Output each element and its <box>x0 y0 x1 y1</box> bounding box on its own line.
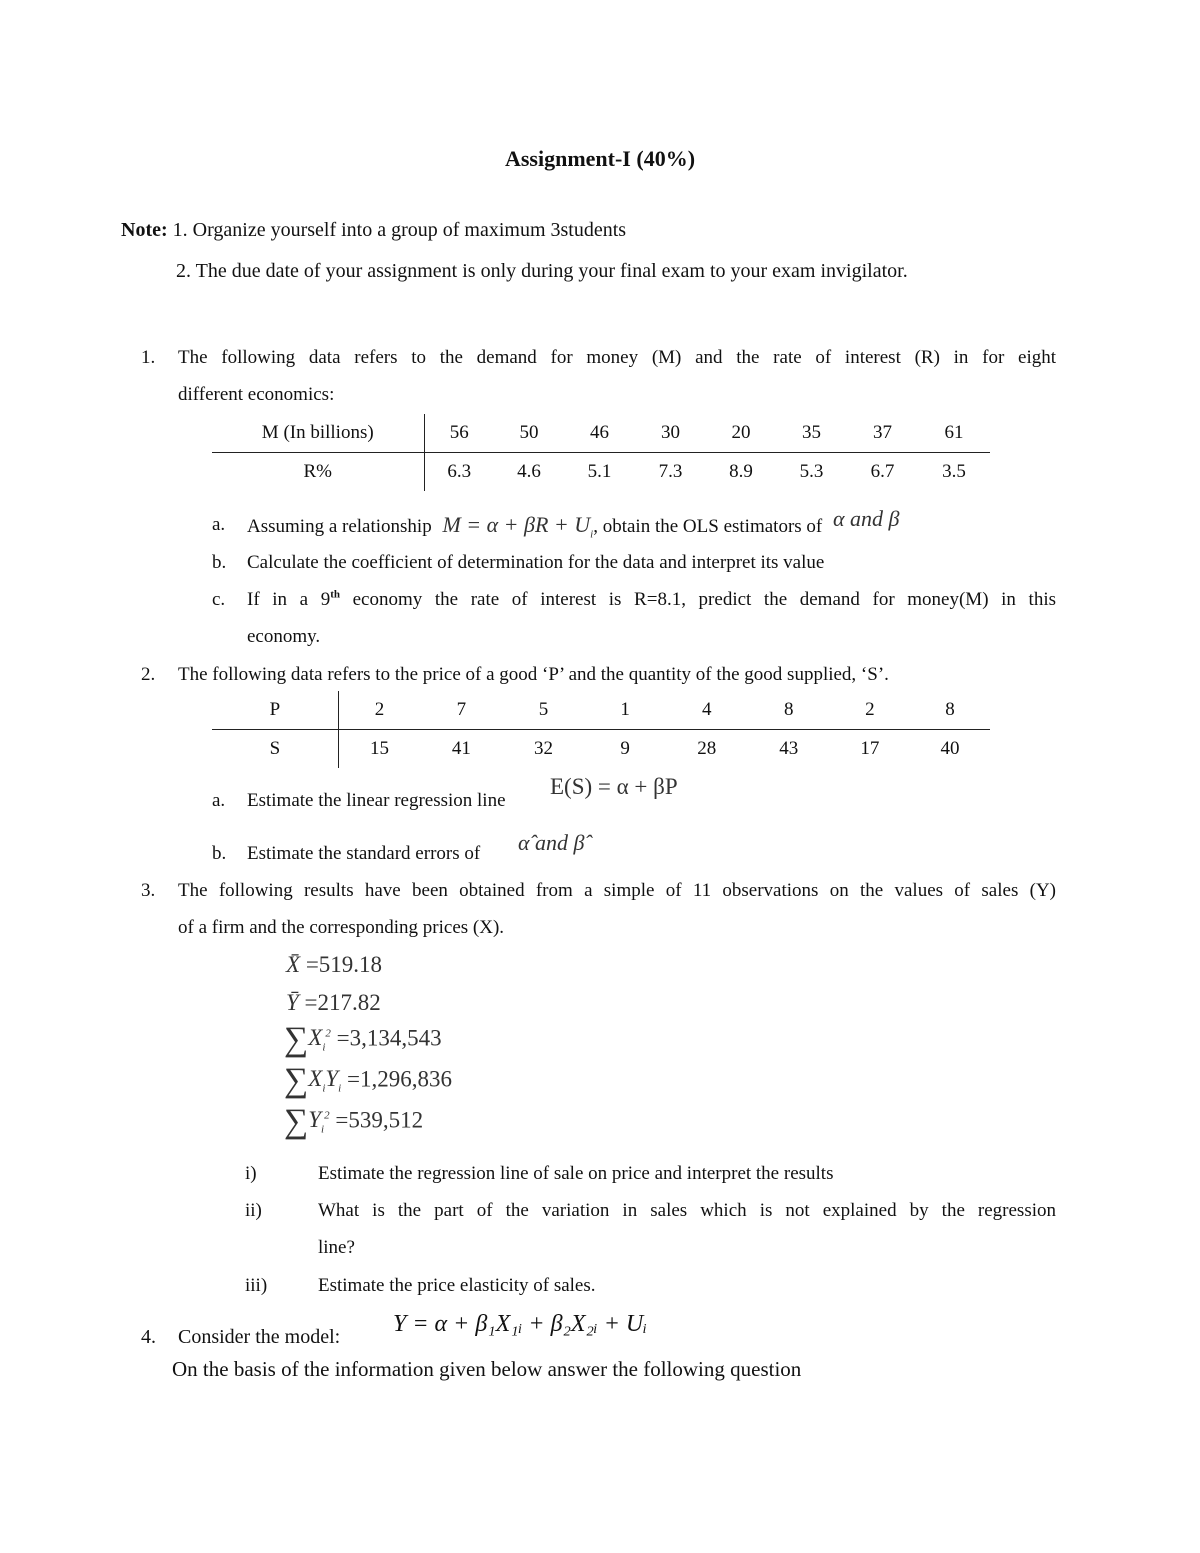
table-cell: 4 <box>666 691 748 730</box>
q2a-marker: a. <box>212 790 226 811</box>
table-cell: 20 <box>706 414 776 453</box>
q1a-text-before: Assuming a relationship <box>247 516 432 537</box>
q1c-text-before: If in a 9 <box>247 589 331 610</box>
q4-formula: Y = α + β₁X₁ᵢ + β₂X₂ᵢ + Uᵢ <box>393 1311 648 1337</box>
table-cell: 37 <box>847 414 918 453</box>
table-row <box>212 414 990 453</box>
table-cell: 2 <box>338 691 420 730</box>
note-line-2: 2. The due date of your assignment is only during your final exam to your exam invigilator. <box>176 260 908 282</box>
q3-stat-xbar <box>286 952 382 978</box>
q1c-marker: c. <box>212 589 226 610</box>
table-cell: 7.3 <box>658 461 683 482</box>
q4-text: Consider the model: <box>178 1326 341 1348</box>
table-cell: 30 <box>635 414 706 453</box>
table-cell: 28 <box>697 738 717 759</box>
q2b-text: Estimate the standard errors of <box>247 843 481 864</box>
q2-number: 2. <box>141 664 156 685</box>
table-cell: 17 <box>860 738 880 759</box>
table-cell: 40 <box>940 738 960 759</box>
table-cell: 8.9 <box>729 461 753 482</box>
table-cell: 9 <box>620 738 630 759</box>
q3-stat-sumy2: $\sum Y_i^2 =539,512$ <box>284 1103 424 1140</box>
sum-icon: ∑ <box>284 1103 309 1140</box>
q1-text-line-2: different economics: <box>178 384 335 405</box>
table-cell: 4.6 <box>517 461 541 482</box>
q2b-marker: b. <box>212 843 227 864</box>
table-cell: 6.3 <box>447 461 472 482</box>
table-cell: 8 <box>910 691 990 730</box>
q3-item-marker: iii) <box>245 1275 268 1296</box>
q4-text-line-2: On the basis of the information given below answer the following question <box>172 1357 802 1381</box>
q2a-formula: E(S) = α + βP <box>550 774 678 799</box>
table-cell: 1 <box>585 691 666 730</box>
q1-data-table <box>212 414 990 491</box>
sumxy-value: =1,296,836 <box>346 1066 452 1092</box>
q3-item-text: Estimate the regression line of sale on price and interpret the results <box>318 1163 834 1184</box>
table-row <box>212 730 990 769</box>
sumx2-value: =3,134,543 <box>336 1025 442 1051</box>
sumy2-value: =539,512 <box>335 1107 424 1133</box>
table-cell: 41 <box>451 738 471 759</box>
table-cell: 35 <box>776 414 847 453</box>
table-cell: 7 <box>420 691 502 730</box>
page-title: Assignment-I (40%) <box>504 146 696 171</box>
q1a-formula <box>442 512 594 541</box>
q1c-text-after: economy the rate of interest is R=8.1, predict the demand for money(M) in this <box>340 589 1056 610</box>
table-cell: 2 <box>830 691 910 730</box>
q1b-marker: b. <box>212 552 227 573</box>
table-row-label: P <box>212 691 338 730</box>
q3-item-text: What is the part of the variation in sales which is not explained by the regression <box>318 1200 1056 1221</box>
sum-icon: ∑ <box>284 1021 309 1058</box>
table-row-label: S <box>212 730 338 769</box>
q3-stat-sumxy: $\sum X_iY_i =1,296,836$ <box>284 1062 452 1099</box>
table-cell: 32 <box>534 738 553 759</box>
table-cell: 61 <box>918 414 990 453</box>
table-cell: 3.5 <box>942 461 966 482</box>
q3-item-marker: ii) <box>245 1200 262 1221</box>
table-cell: 5 <box>502 691 584 730</box>
q4-number: 4. <box>141 1326 156 1348</box>
q3-text-line-1: The following results have been obtained from a simple of 11 observations on the values of sales (Y) <box>178 880 1056 901</box>
sum-icon: ∑ <box>284 1062 309 1099</box>
q1a-symbols: α and β <box>833 506 900 531</box>
table-cell: 46 <box>564 414 635 453</box>
q3-number: 3. <box>141 880 156 901</box>
table-cell: 6.7 <box>870 461 895 482</box>
table-row <box>212 453 990 492</box>
q2a-text: Estimate the linear regression line <box>247 790 506 811</box>
table-row <box>212 691 990 730</box>
q3-text-line-2: of a firm and the corresponding prices (X). <box>178 917 505 938</box>
table-cell: 8 <box>748 691 830 730</box>
q1-text-line-1: The following data refers to the demand for money (M) and the rate of interest (R) in for eight <box>178 347 1056 368</box>
q1a-marker: a. <box>212 514 226 535</box>
q1b-text: Calculate the coefficient of determination for the data and interpret its value <box>247 552 825 573</box>
q3-item-text: Estimate the price elasticity of sales. <box>318 1275 596 1296</box>
q3-stat-sumx2: $\sum X_i^2 =3,134,543$ <box>284 1021 442 1058</box>
q2-text: The following data refers to the price of a good ‘P’ and the quantity of the good supplied, ‘S’. <box>178 664 889 685</box>
q3-item-text-line-2: line? <box>318 1237 355 1258</box>
q3-item-marker: i) <box>245 1163 257 1184</box>
ybar-value: =217.82 <box>304 990 381 1015</box>
table-cell: 56 <box>424 414 494 453</box>
q1c-line-2: economy. <box>247 626 321 647</box>
q3-stat-ybar <box>286 990 381 1016</box>
q1a-formula-sub: i <box>590 528 594 541</box>
table-row-label: M (In billions) <box>212 414 424 453</box>
table-cell: 50 <box>494 414 564 453</box>
xbar-symbol: X̄ <box>286 952 301 977</box>
q2b-symbols: α̂ and β̂ <box>518 830 585 855</box>
note-text-1: 1. Organize yourself into a group of maximum 3students <box>167 219 627 241</box>
table-cell: 43 <box>779 738 799 759</box>
xbar-value: =519.18 <box>305 952 383 977</box>
table-cell: 15 <box>370 738 390 759</box>
q2-data-table <box>212 691 990 768</box>
note-line-1 <box>121 219 626 241</box>
table-cell: 5.3 <box>799 461 824 482</box>
q1a-line <box>247 506 900 541</box>
q1c-line-1 <box>247 589 1056 611</box>
q1a-text-after: , obtain the OLS estimators of <box>593 516 823 537</box>
table-cell: 5.1 <box>587 461 612 482</box>
note-label: Note: <box>121 219 168 241</box>
q1-number: 1. <box>141 347 156 368</box>
q1c-sup: th <box>330 588 340 601</box>
table-row-label: R% <box>212 453 424 492</box>
q1a-formula-text: M = α + βR + U <box>442 512 591 537</box>
ybar-symbol: Ȳ <box>286 990 299 1015</box>
